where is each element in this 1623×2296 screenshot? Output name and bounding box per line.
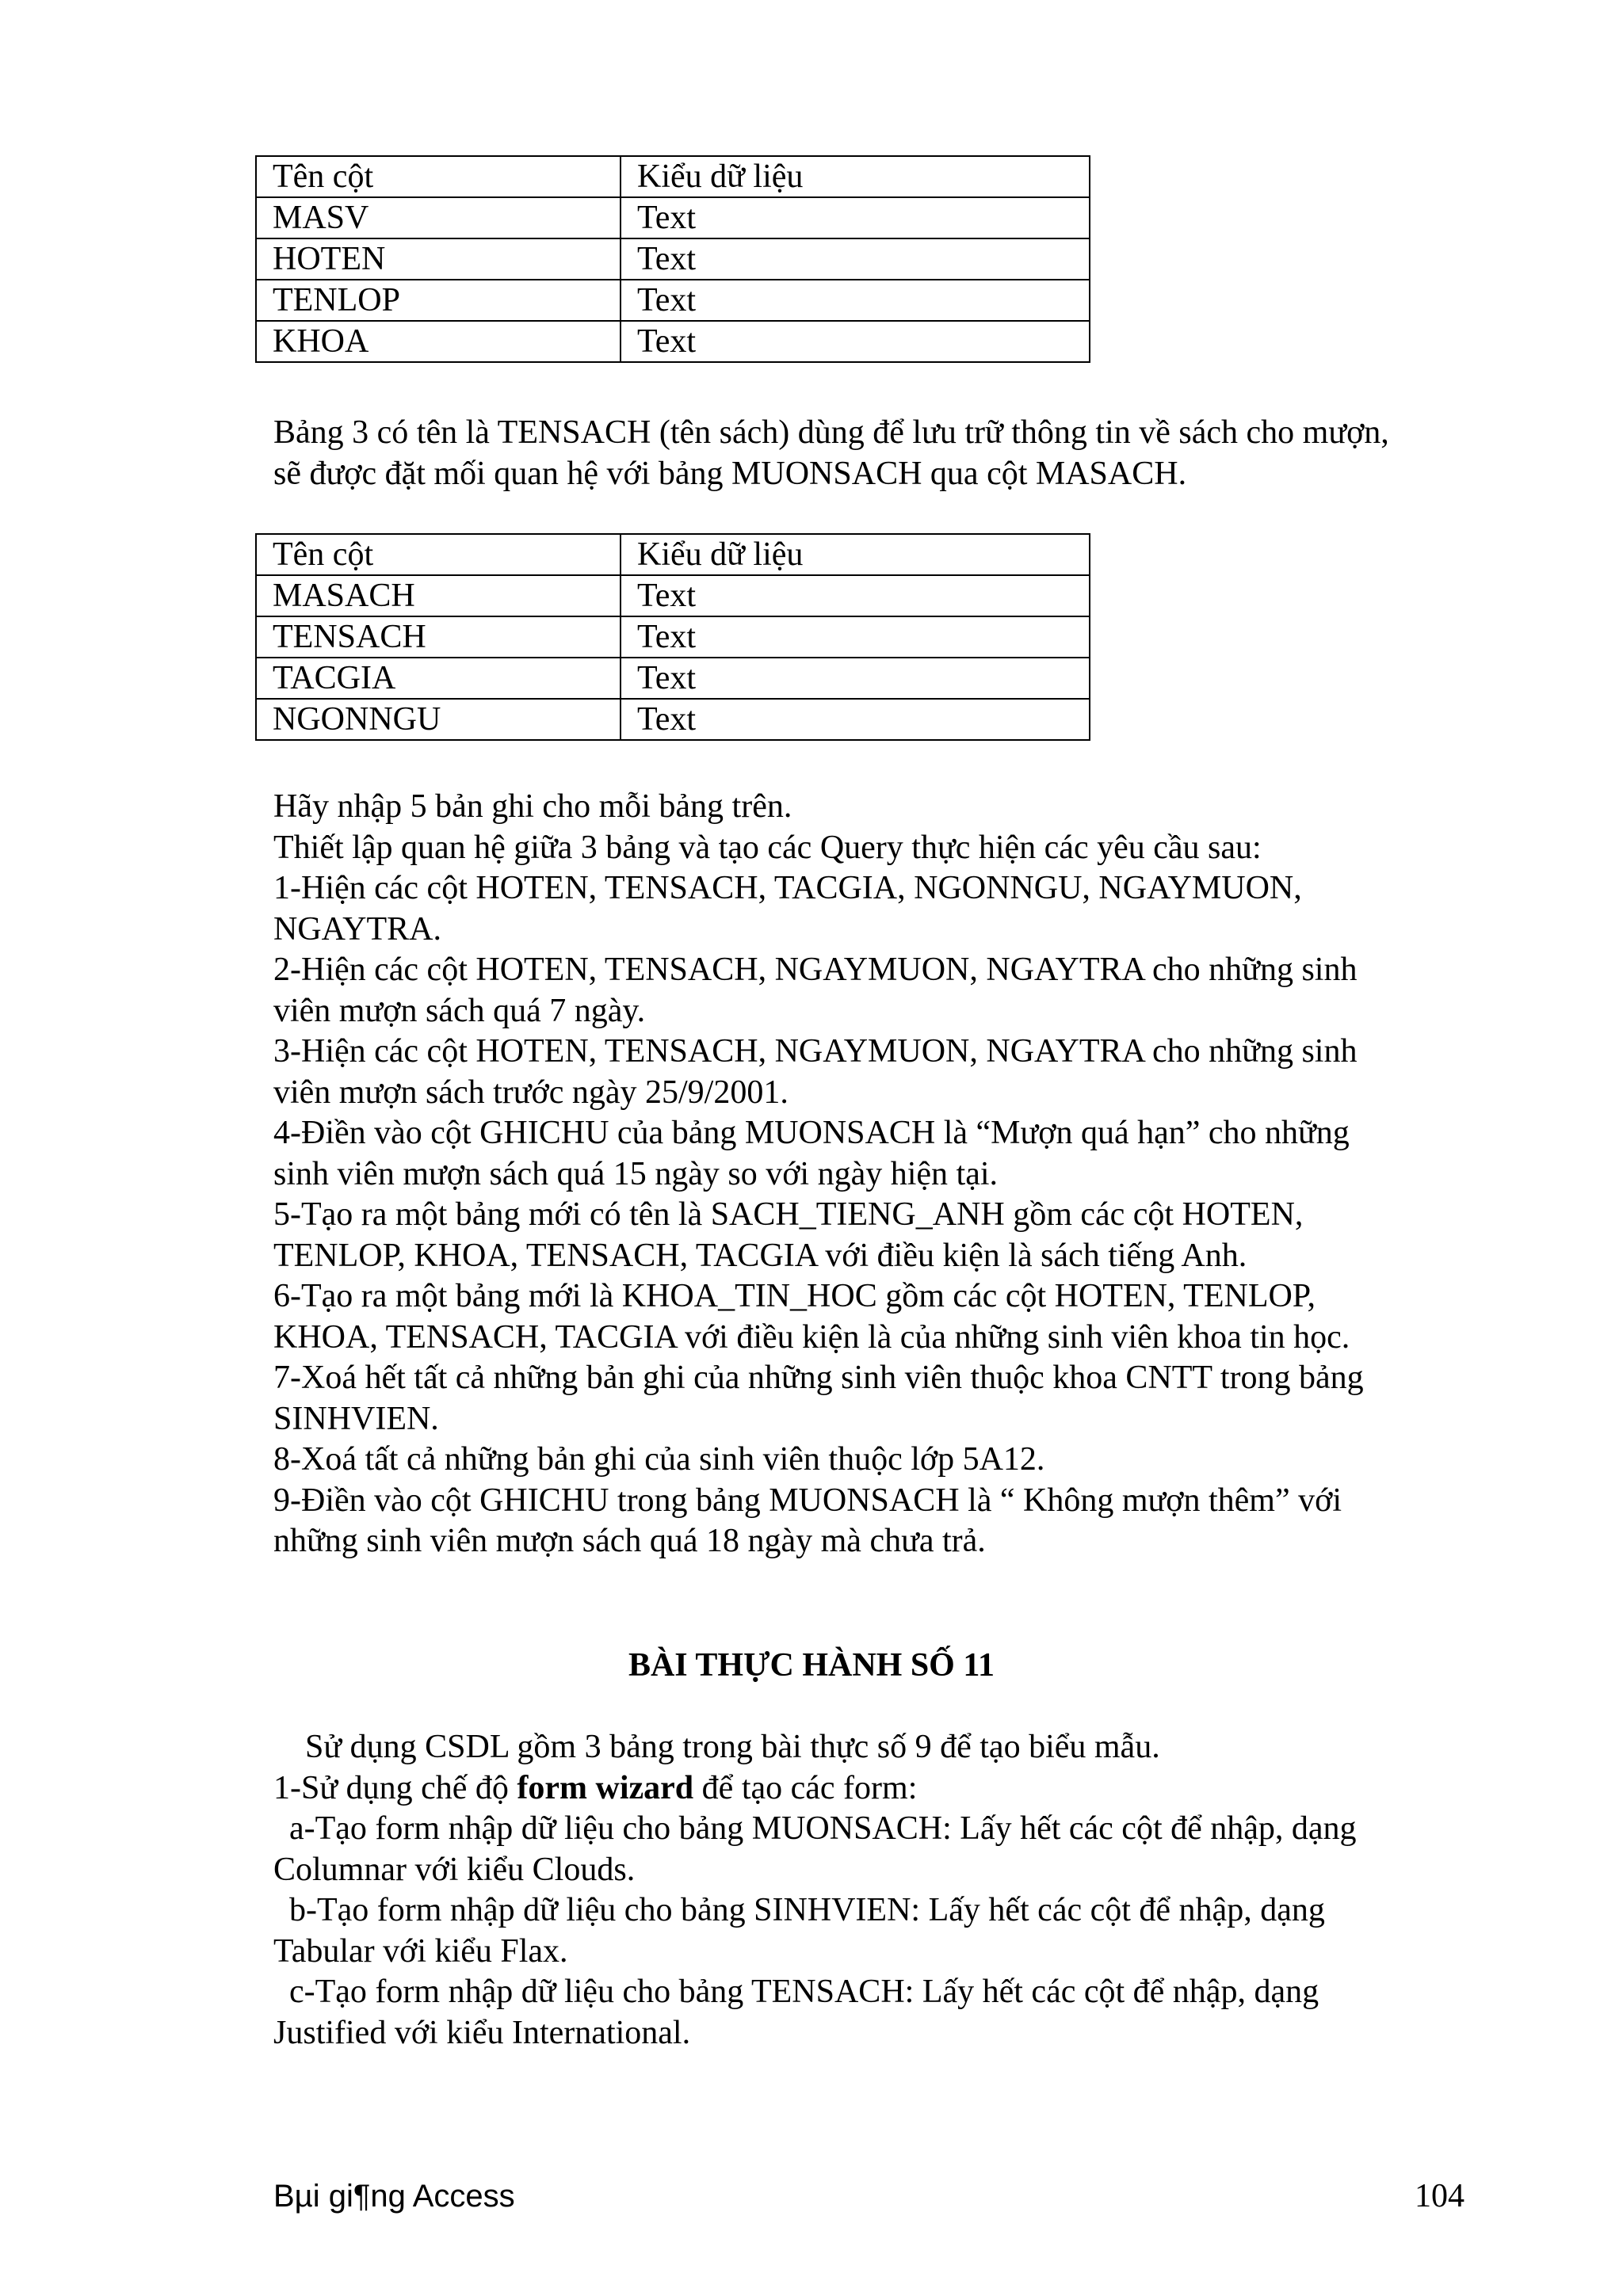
instruction-line: Columnar với kiểu Clouds. (273, 1851, 636, 1888)
column-name-header: Tên cột (256, 534, 621, 575)
table-row (256, 238, 1090, 280)
table-header-row (256, 156, 1090, 197)
table-sinhvien-columns (255, 155, 1090, 363)
task-line: TENLOP, KHOA, TENSACH, TACGIA với điều kiện là sách tiếng Anh. (273, 1237, 1247, 1274)
lab-11-instructions (273, 1727, 1510, 2054)
column-name-cell: MASV (256, 197, 621, 238)
instruction-line: Justified với kiểu International. (273, 2014, 691, 2051)
section-heading: BÀI THỰC HÀNH SỐ 11 (628, 1647, 995, 1684)
task-line: NGAYTRA. (273, 910, 441, 948)
data-type-cell: Text (621, 616, 1090, 658)
query-tasks-list (273, 787, 1510, 1562)
paragraph-line: sẽ được đặt mối quan hệ với bảng MUONSACH qua cột MASACH. (273, 455, 1187, 492)
task-line: viên mượn sách trước ngày 25/9/2001. (273, 1074, 789, 1111)
instruction-line: c-Tạo form nhập dữ liệu cho bảng TENSACH: Lấy hết các cột để nhập, dạng (289, 1974, 1319, 2010)
task-line: 8-Xoá tất cả những bản ghi của sinh viên thuộc lớp 5A12. (273, 1441, 1045, 1478)
table-row (256, 575, 1090, 616)
task-line: 6-Tạo ra một bảng mới là KHOA_TIN_HOC gồm các cột HOTEN, TENLOP, (273, 1278, 1316, 1314)
instruction-line: Sử dụng CSDL gồm 3 bảng trong bài thực số 9 để tạo biểu mẫu. (305, 1729, 1160, 1765)
data-type-cell: Text (621, 321, 1090, 362)
task-line: viên mượn sách quá 7 ngày. (273, 992, 646, 1029)
table-tensach-columns (255, 533, 1090, 741)
form-wizard-term: form wizard (517, 1769, 694, 1806)
data-type-cell: Text (621, 197, 1090, 238)
task-line: 7-Xoá hết tất cả những bản ghi của những sinh viên thuộc khoa CNTT trong bảng (273, 1360, 1364, 1396)
column-name-cell: KHOA (256, 321, 621, 362)
table-row (256, 658, 1090, 699)
data-type-cell: Text (621, 238, 1090, 280)
column-name-header: Tên cột (256, 156, 621, 197)
task-line: 5-Tạo ra một bảng mới có tên là SACH_TIENG_ANH gồm các cột HOTEN, (273, 1196, 1304, 1233)
task-line: sinh viên mượn sách quá 15 ngày so với ngày hiện tại. (273, 1155, 999, 1192)
task-line: 1-Hiện các cột HOTEN, TENSACH, TACGIA, NGONNGU, NGAYMUON, (273, 870, 1302, 906)
table-row (256, 616, 1090, 658)
paragraph-line: Bảng 3 có tên là TENSACH (tên sách) dùng để lưu trữ thông tin về sách cho mượn, (273, 414, 1389, 451)
table-header-row (256, 534, 1090, 575)
intro-paragraph (273, 413, 1510, 494)
task-line: 3-Hiện các cột HOTEN, TENSACH, NGAYMUON, NGAYTRA cho những sinh (273, 1033, 1358, 1070)
table-row (256, 197, 1090, 238)
data-type-cell: Text (621, 699, 1090, 740)
instruction-line: b-Tạo form nhập dữ liệu cho bảng SINHVIEN: Lấy hết các cột để nhập, dạng (289, 1892, 1325, 1928)
column-name-cell: TENSACH (256, 616, 621, 658)
column-name-cell: HOTEN (256, 238, 621, 280)
instruction-line: a-Tạo form nhập dữ liệu cho bảng MUONSACH: Lấy hết các cột để nhập, dạng (289, 1810, 1357, 1847)
page-number: 104 (1415, 2178, 1465, 2214)
column-name-cell: TACGIA (256, 658, 621, 699)
task-line: SINHVIEN. (273, 1400, 439, 1437)
instruction-text: 1-Sử dụng chế độ (273, 1769, 517, 1806)
data-type-cell: Text (621, 658, 1090, 699)
table-row (256, 699, 1090, 740)
instruction-line (273, 1768, 1510, 1810)
task-line: 9-Điền vào cột GHICHU trong bảng MUONSACH là “ Không mượn thêm” với (273, 1482, 1342, 1519)
task-line: Thiết lập quan hệ giữa 3 bảng và tạo các Query thực hiện các yêu cầu sau: (273, 829, 1262, 866)
instruction-text: để tạo các form: (693, 1769, 918, 1806)
table-row (256, 280, 1090, 321)
column-name-cell: TENLOP (256, 280, 621, 321)
data-type-header: Kiểu dữ liệu (621, 534, 1090, 575)
task-line: 2-Hiện các cột HOTEN, TENSACH, NGAYMUON, NGAYTRA cho những sinh (273, 952, 1358, 988)
table-row (256, 321, 1090, 362)
data-type-cell: Text (621, 575, 1090, 616)
column-name-cell: NGONNGU (256, 699, 621, 740)
data-type-cell: Text (621, 280, 1090, 321)
column-name-cell: MASACH (256, 575, 621, 616)
task-line: 4-Điền vào cột GHICHU của bảng MUONSACH là “Mượn quá hạn” cho những (273, 1115, 1350, 1151)
task-line: Hãy nhập 5 bản ghi cho mỗi bảng trên. (273, 788, 792, 825)
task-line: những sinh viên mượn sách quá 18 ngày mà chưa trả. (273, 1523, 986, 1559)
footer-title: Bµi gi¶ng Access (273, 2179, 515, 2214)
task-line: KHOA, TENSACH, TACGIA với điều kiện là của những sinh viên khoa tin học. (273, 1318, 1350, 1356)
data-type-header: Kiểu dữ liệu (621, 156, 1090, 197)
instruction-line: Tabular với kiểu Flax. (273, 1932, 568, 1970)
